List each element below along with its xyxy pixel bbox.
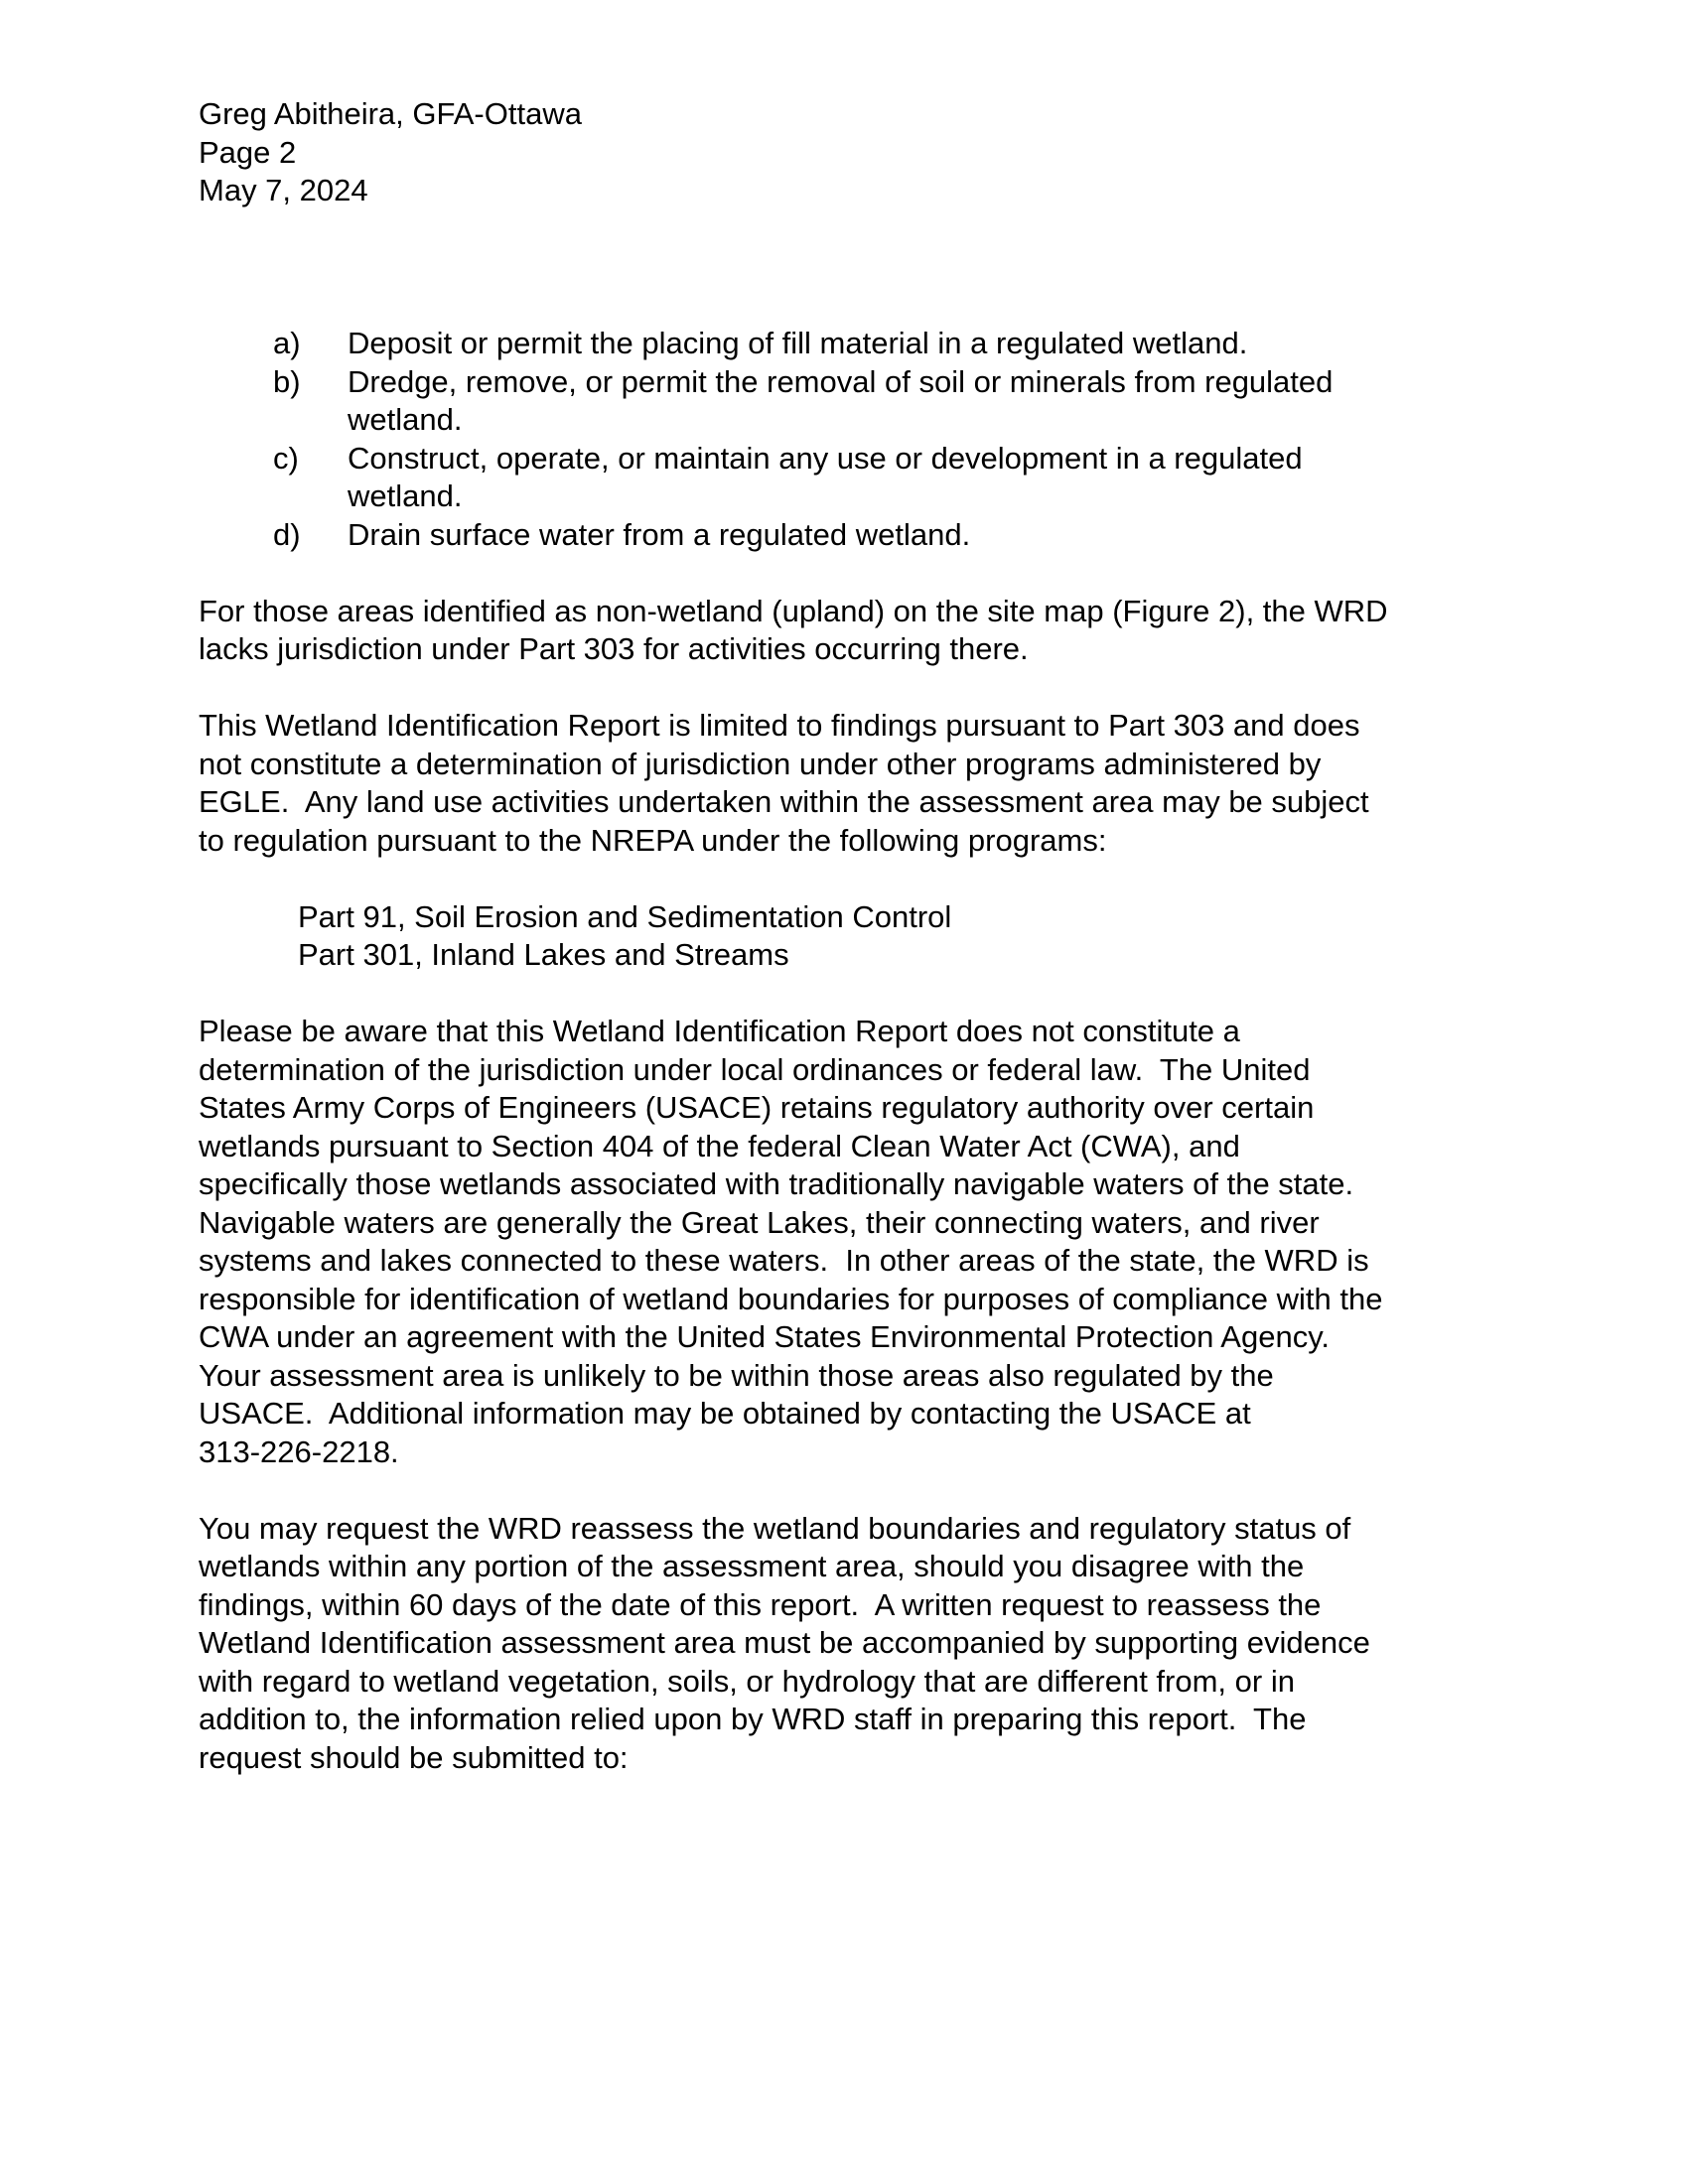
letter-date: May 7, 2024 [199, 173, 368, 207]
paragraph-line: States Army Corps of Engineers (USACE) retains regulatory authority over certain [199, 1090, 1315, 1125]
list-item-text: wetland. [348, 402, 463, 437]
paragraph-line: Wetland Identification assessment area must be accompanied by supporting evidence [199, 1625, 1370, 1660]
program-item: Part 91, Soil Erosion and Sedimentation Control [298, 898, 952, 934]
paragraph-line: EGLE. Any land use activities undertaken within the assessment area may be subject [199, 784, 1369, 819]
paragraph-line: Please be aware that this Wetland Identification Report does not constitute a [199, 1014, 1240, 1048]
paragraph-line: with regard to wetland vegetation, soils, or hydrology that are different from, or in [199, 1663, 1295, 1699]
paragraph-line: to regulation pursuant to the NREPA under the following programs: [199, 822, 1107, 858]
recipient-line: Greg Abitheira, GFA-Ottawa [199, 96, 582, 131]
paragraph-line: findings, within 60 days of the date of this report. A written request to reassess the [199, 1586, 1322, 1622]
paragraph-line: determination of the jurisdiction under local ordinances or federal law. The United [199, 1051, 1311, 1087]
paragraph-line: specifically those wetlands associated with traditionally navigable waters of the state. [199, 1166, 1354, 1201]
paragraph-line: This Wetland Identification Report is limited to findings pursuant to Part 303 and does [199, 708, 1360, 743]
list-item-text: Drain surface water from a regulated wetland. [348, 516, 971, 552]
paragraph-line: systems and lakes connected to these waters. In other areas of the state, the WRD is [199, 1243, 1369, 1278]
paragraph-line: CWA under an agreement with the United States Environmental Protection Agency. [199, 1319, 1331, 1354]
list-marker: a) [273, 326, 301, 360]
paragraph-line: For those areas identified as non-wetland (upland) on the site map (Figure 2), the WRD [199, 593, 1388, 628]
list-item-text: Dredge, remove, or permit the removal of soil or minerals from regulated [348, 363, 1334, 399]
list-marker: d) [273, 516, 301, 552]
paragraph-line: addition to, the information relied upon by WRD staff in preparing this report. The [199, 1702, 1307, 1736]
list-item-text: Construct, operate, or maintain any use or development in a regulated [348, 440, 1303, 476]
paragraph-line: You may request the WRD reassess the wetland boundaries and regulatory status of [199, 1510, 1351, 1546]
list-marker: c) [273, 440, 299, 476]
list-item-text: Deposit or permit the placing of fill material in a regulated wetland. [348, 326, 1248, 360]
list-item-text: wetland. [348, 478, 463, 513]
paragraph-line: USACE. Additional information may be obtained by contacting the USACE at [199, 1396, 1251, 1431]
paragraph-line: responsible for identification of wetland boundaries for purposes of compliance with the [199, 1281, 1383, 1316]
paragraph-line: request should be submitted to: [199, 1739, 629, 1775]
usace-phone: 313-226-2218. [199, 1433, 399, 1469]
paragraph-line: Your assessment area is unlikely to be within those areas also regulated by the [199, 1357, 1274, 1393]
page-number: Page 2 [199, 134, 297, 170]
paragraph-line: not constitute a determination of jurisdiction under other programs administered by [199, 746, 1322, 781]
list-marker: b) [273, 363, 301, 399]
paragraph-line: Navigable waters are generally the Great Lakes, their connecting waters, and river [199, 1204, 1320, 1240]
paragraph-line: lacks jurisdiction under Part 303 for activities occurring there. [199, 631, 1029, 666]
paragraph-line: wetlands within any portion of the assessment area, should you disagree with the [199, 1549, 1305, 1583]
program-item: Part 301, Inland Lakes and Streams [298, 937, 789, 972]
paragraph-line: wetlands pursuant to Section 404 of the federal Clean Water Act (CWA), and [199, 1128, 1240, 1163]
